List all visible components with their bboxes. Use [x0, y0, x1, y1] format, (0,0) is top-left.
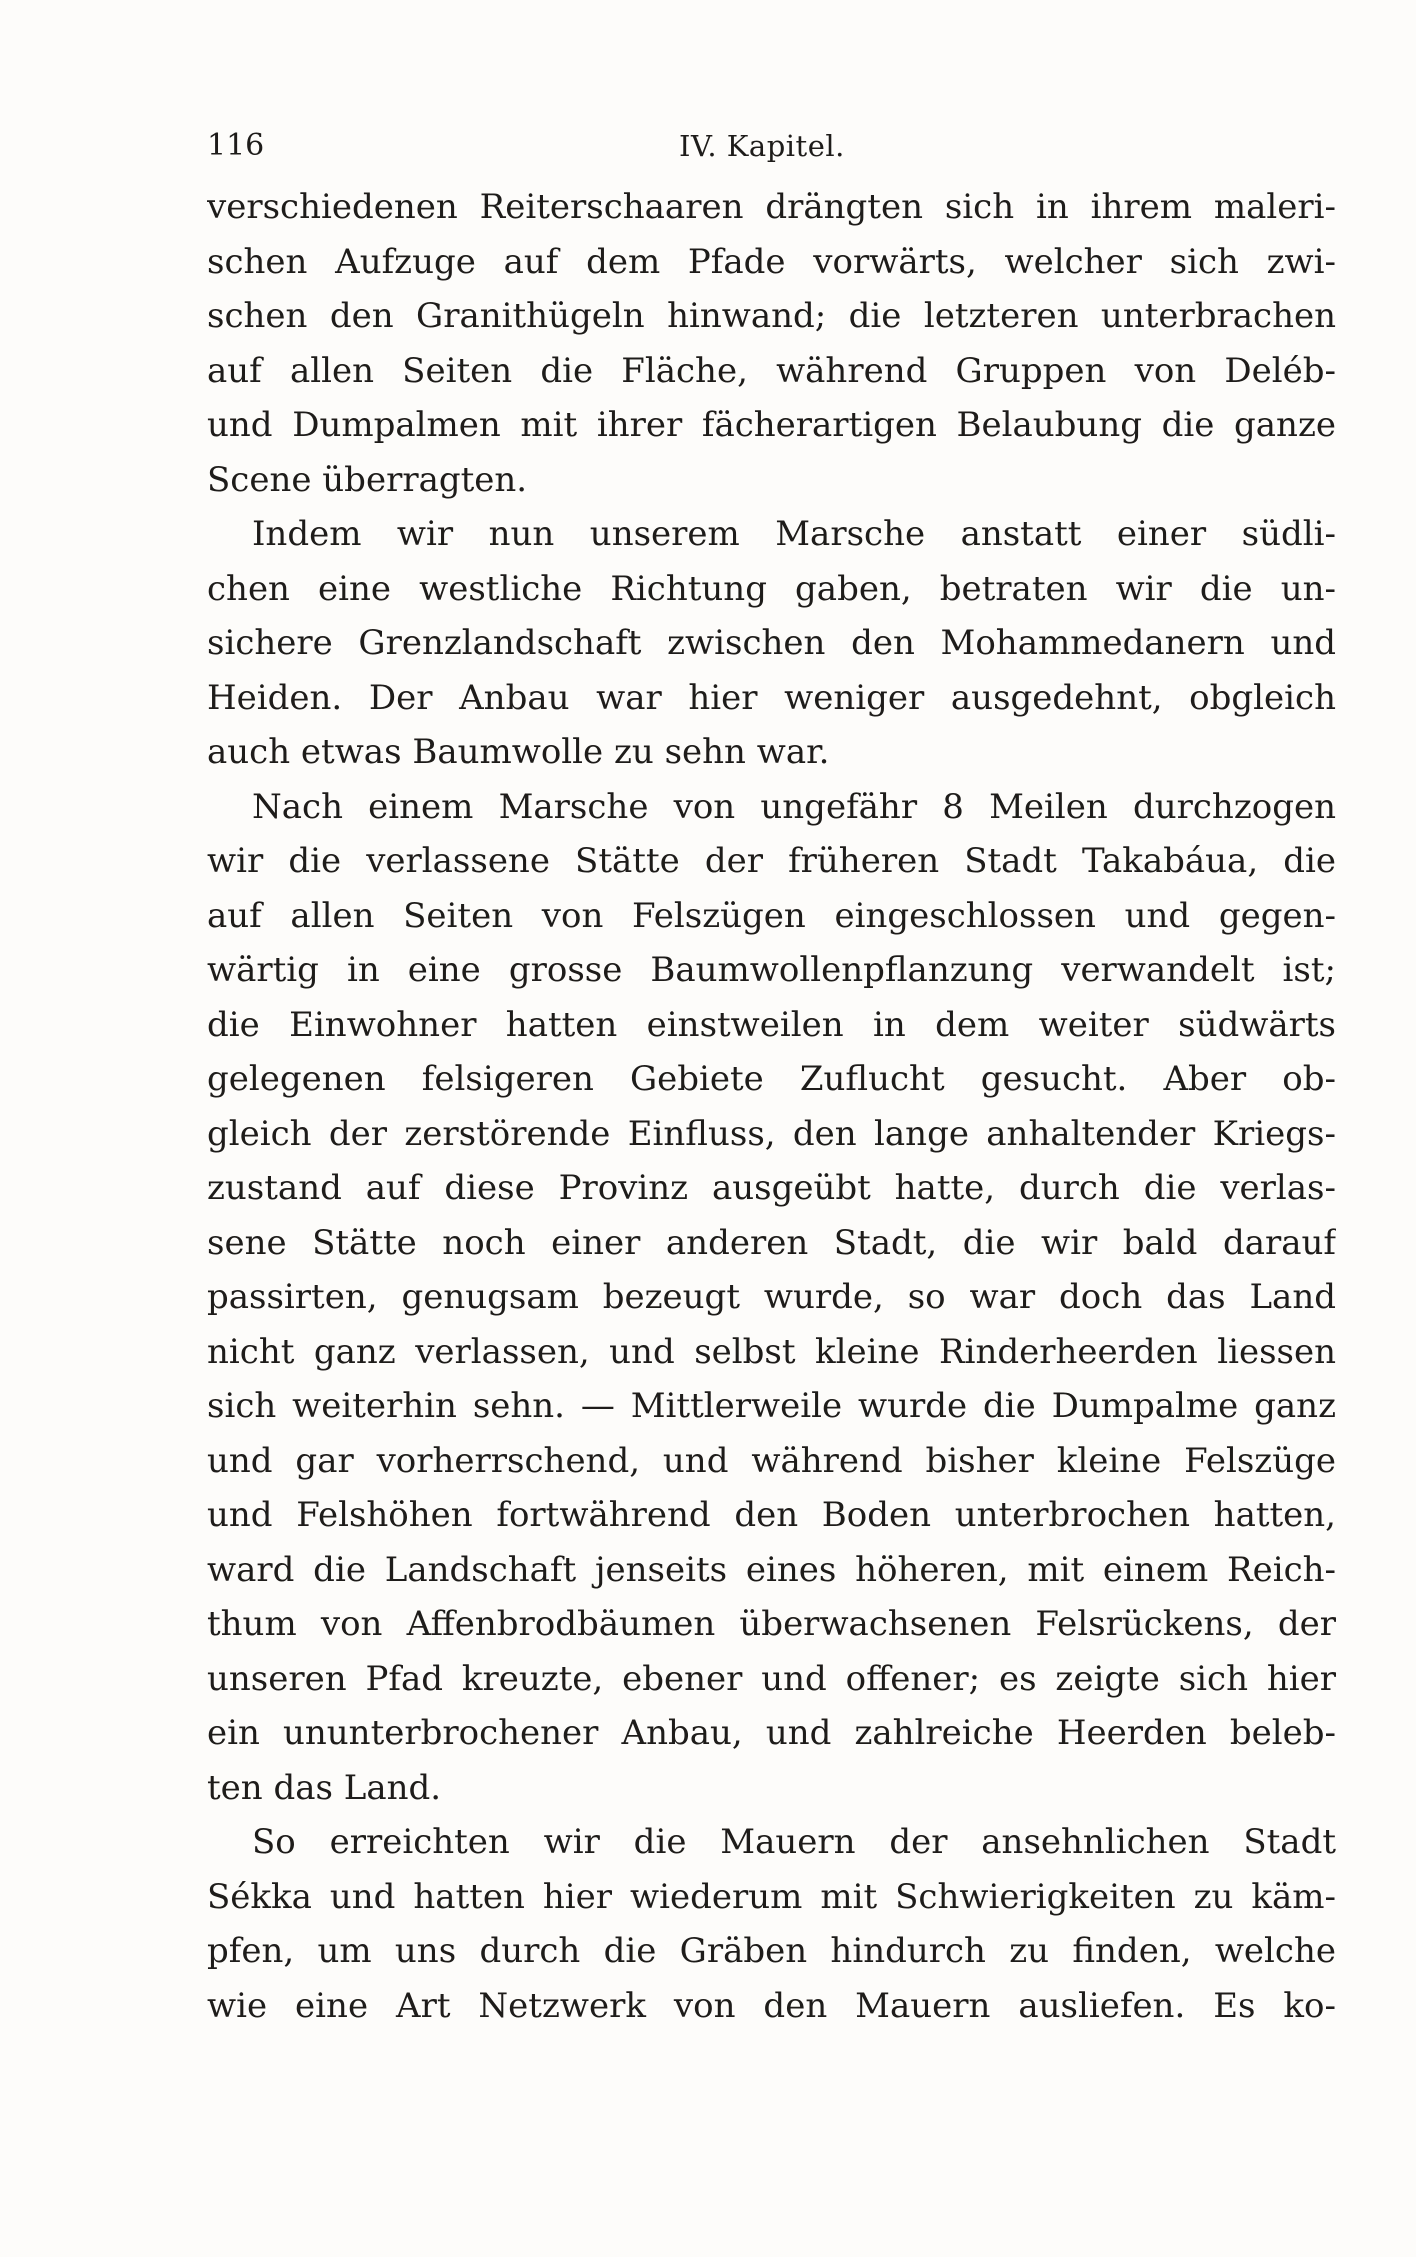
text-line: und gar vorherrschend, und während bisher kleine Felszüge — [207, 1440, 1336, 1481]
text-line: ten das Land. — [207, 1767, 442, 1808]
paragraph-start-line: Indem wir nun unserem Marsche anstatt einer südli- — [252, 514, 1336, 554]
text-line: auf allen Seiten von Felszügen eingeschlossen und gegen- — [207, 895, 1336, 936]
page-header — [207, 124, 1336, 168]
text-line: schen den Granithügeln hinwand; die letzteren unterbrachen — [207, 296, 1336, 336]
text-line: sene Stätte noch einer anderen Stadt, die wir bald darauf — [207, 1222, 1336, 1263]
text-line: nicht ganz verlassen, und selbst kleine Rinderheerden liessen — [207, 1331, 1336, 1372]
text-line: und Felshöhen fortwährend den Boden unterbrochen hatten, — [207, 1495, 1336, 1535]
text-line: auch etwas Baumwolle zu sehn war. — [207, 732, 830, 772]
text-line: sichere Grenzlandschaft zwischen den Mohammedanern und — [207, 623, 1336, 663]
text-line: chen eine westliche Richtung gaben, betraten wir die un- — [207, 568, 1336, 609]
paragraph-start-line: Nach einem Marsche von ungefähr 8 Meilen durchzogen — [252, 786, 1336, 827]
text-line: schen Aufzuge auf dem Pfade vorwärts, welcher sich zwi- — [207, 241, 1336, 282]
text-line: wie eine Art Netzwerk von den Mauern ausliefen. Es ko- — [207, 1985, 1336, 2026]
text-line: wärtig in eine grosse Baumwollenpflanzung verwandelt ist; — [207, 950, 1336, 990]
text-line: unseren Pfad kreuzte, ebener und offener; es zeigte sich hier — [207, 1658, 1336, 1699]
text-line: Scene überragten. — [207, 459, 528, 500]
body-text — [207, 180, 1336, 2033]
text-line: und Dumpalmen mit ihrer fächerartigen Belaubung die ganze — [207, 405, 1336, 445]
text-line: verschiedenen Reiterschaaren drängten sich in ihrem maleri- — [207, 187, 1336, 227]
text-line: Heiden. Der Anbau war hier weniger ausgedehnt, obgleich — [207, 677, 1336, 718]
text-line: thum von Affenbrodbäumen überwachsenen Felsrückens, der — [207, 1604, 1336, 1644]
page-number: 116 — [207, 128, 265, 163]
paragraph-start-line: So erreichten wir die Mauern der ansehnlichen Stadt — [252, 1822, 1336, 1862]
text-line: die Einwohner hatten einstweilen in dem weiter südwärts — [207, 1004, 1336, 1045]
text-line: passirten, genugsam bezeugt wurde, so war doch das Land — [207, 1277, 1336, 1317]
text-line: ein ununterbrochener Anbau, und zahlreiche Heerden beleb- — [207, 1713, 1336, 1753]
text-line: zustand auf diese Provinz ausgeübt hatte, durch die verlas- — [207, 1168, 1336, 1208]
text-line: pfen, um uns durch die Gräben hindurch zu finden, welche — [207, 1931, 1336, 1971]
text-line: gleich der zerstörende Einfluss, den lange anhaltender Kriegs- — [207, 1113, 1336, 1154]
text-line: auf allen Seiten die Fläche, während Gruppen von Deléb- — [207, 350, 1336, 391]
text-line: wir die verlassene Stätte der früheren Stadt Takabáua, die — [207, 841, 1336, 881]
text-line: sich weiterhin sehn. — Mittlerweile wurde die Dumpalme ganz — [207, 1386, 1336, 1426]
text-line: gelegenen felsigeren Gebiete Zuflucht gesucht. Aber ob- — [207, 1059, 1336, 1099]
running-title: IV. Kapitel. — [679, 129, 845, 163]
text-line: ward die Landschaft jenseits eines höheren, mit einem Reich- — [207, 1549, 1336, 1590]
text-line: Sékka und hatten hier wiederum mit Schwierigkeiten zu käm- — [207, 1876, 1336, 1917]
